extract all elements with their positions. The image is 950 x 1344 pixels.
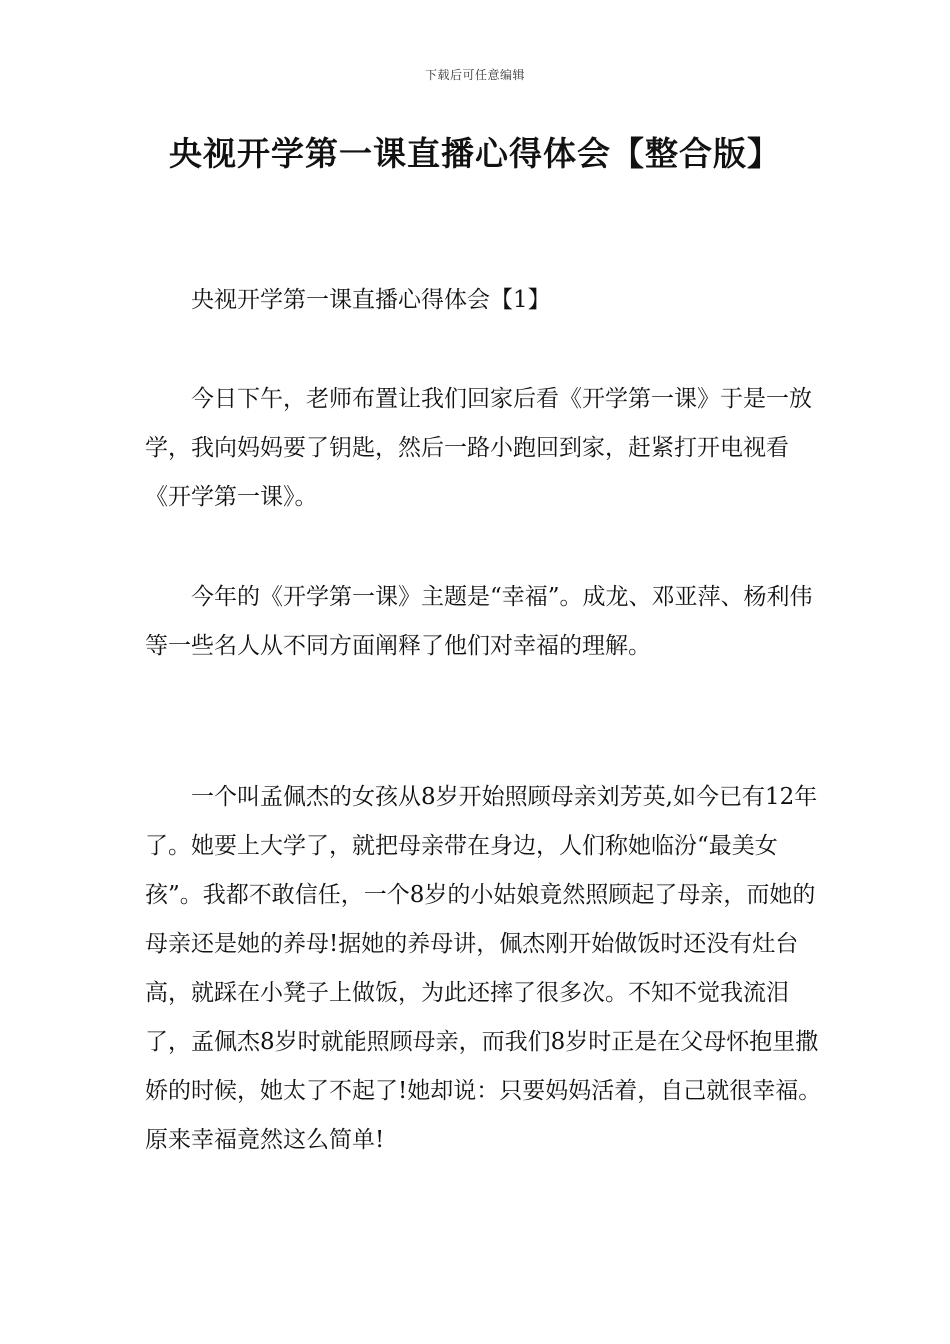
paragraph-1-block: [145, 375, 825, 522]
paragraph-3-block: [145, 773, 825, 1165]
paragraph: 一个叫孟佩杰的女孩从8岁开始照顾母亲刘芳英,如今已有12年了。她要上大学了，就把母亲带在身边，人们称她临汾“最美女孩”。我都不敢信任，一个8岁的小姑娘竟然照顾起了母亲，而她的母亲还是她的养母!据她的养母讲，佩杰刚开始做饭时还没有灶台高，就踩在小凳子上做饭，为此还摔了很多次。不知不觉我流泪了，孟佩杰8岁时就能照顾母亲，而我们8岁时正是在父母怀抱里撒娇的时候，她太了不起了!她却说：只要妈妈活着，自己就很幸福。原来幸福竟然这么简单!: [145, 784, 822, 1153]
header-note: 下载后可任意编辑: [424, 68, 525, 82]
paragraph: 今日下午，老师布置让我们回家后看《开学第一课》于是一放学，我向妈妈要了钥匙，然后一路小跑回到家，赶紧打开电视看《开学第一课》。: [145, 386, 812, 510]
paragraph: 今年的《开学第一课》主题是“幸福”。成龙、邓亚萍、杨利伟等一些名人从不同方面阐释了他们对幸福的理解。: [145, 584, 813, 659]
document-title: 央视开学第一课直播心得体会【整合版】: [169, 134, 781, 173]
section-heading: 央视开学第一课直播心得体会【1】: [191, 287, 551, 313]
paragraph-2-block: [145, 573, 825, 671]
